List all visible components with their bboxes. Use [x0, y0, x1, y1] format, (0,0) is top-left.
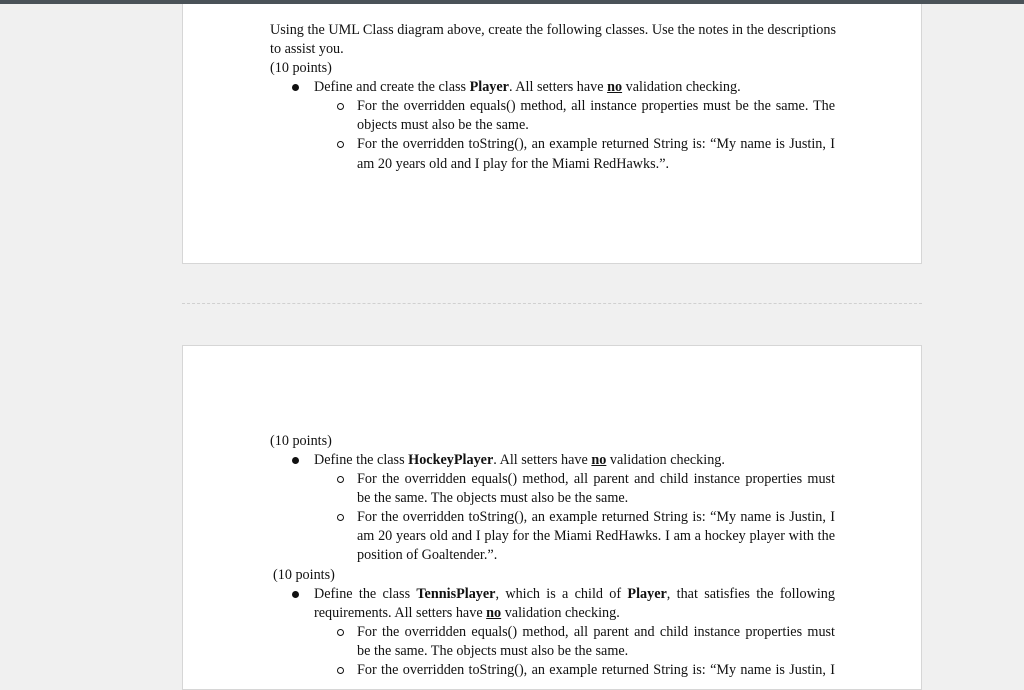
sub-bullet-icon [337, 667, 344, 674]
bullet-icon [292, 457, 299, 464]
points-label: (10 points) [273, 567, 335, 583]
hockey-equals-line-2: be the same. The objects must also be the same. [357, 490, 629, 506]
sub-bullet-icon [337, 476, 344, 483]
tennis-tostring-line-1: For the overridden toString(), an example returned String is: “My name is Justin, I [357, 662, 835, 678]
player-tostring-line-2: am 20 years old and I play for the Miami RedHawks.”. [357, 156, 670, 172]
tennis-equals-line-2: be the same. The objects must also be the same. [357, 643, 629, 659]
intro-line-1: Using the UML Class diagram above, create the following classes. Use the notes in the descriptions [270, 22, 836, 38]
tennis-bullet-line-2: requirements. All setters have no validation checking. [314, 605, 620, 621]
sub-bullet-icon [337, 629, 344, 636]
bullet-icon [292, 591, 299, 598]
hockey-tostring-line-2: am 20 years old and I play for the Miami RedHawks. I am a hockey player with the [357, 528, 835, 544]
points-label: (10 points) [270, 60, 332, 76]
player-equals-line-1: For the overridden equals() method, all instance properties must be the same. The [357, 98, 835, 114]
intro-line-2: to assist you. [270, 41, 344, 57]
hockey-equals-line-1: For the overridden equals() method, all parent and child instance properties must [357, 471, 835, 487]
hockey-tostring-line-3: position of Goaltender.”. [357, 547, 498, 563]
hockey-tostring-line-1: For the overridden toString(), an example returned String is: “My name is Justin, I [357, 509, 835, 525]
hockey-bullet-text: Define the class HockeyPlayer. All setters have no validation checking. [314, 452, 725, 468]
player-bullet-text: Define and create the class Player. All setters have no validation checking. [314, 79, 741, 95]
sub-bullet-icon [337, 514, 344, 521]
player-equals-line-2: objects must also be the same. [357, 117, 529, 133]
sub-bullet-icon [337, 141, 344, 148]
points-label: (10 points) [270, 433, 332, 449]
sub-bullet-icon [337, 103, 344, 110]
page-separator [182, 303, 922, 304]
tennis-bullet-line-1: Define the class TennisPlayer, which is a child of Player, that satisfies the following [314, 586, 835, 602]
player-tostring-line-1: For the overridden toString(), an example returned String is: “My name is Justin, I [357, 136, 835, 152]
bullet-icon [292, 84, 299, 91]
tennis-equals-line-1: For the overridden equals() method, all parent and child instance properties must [357, 624, 835, 640]
